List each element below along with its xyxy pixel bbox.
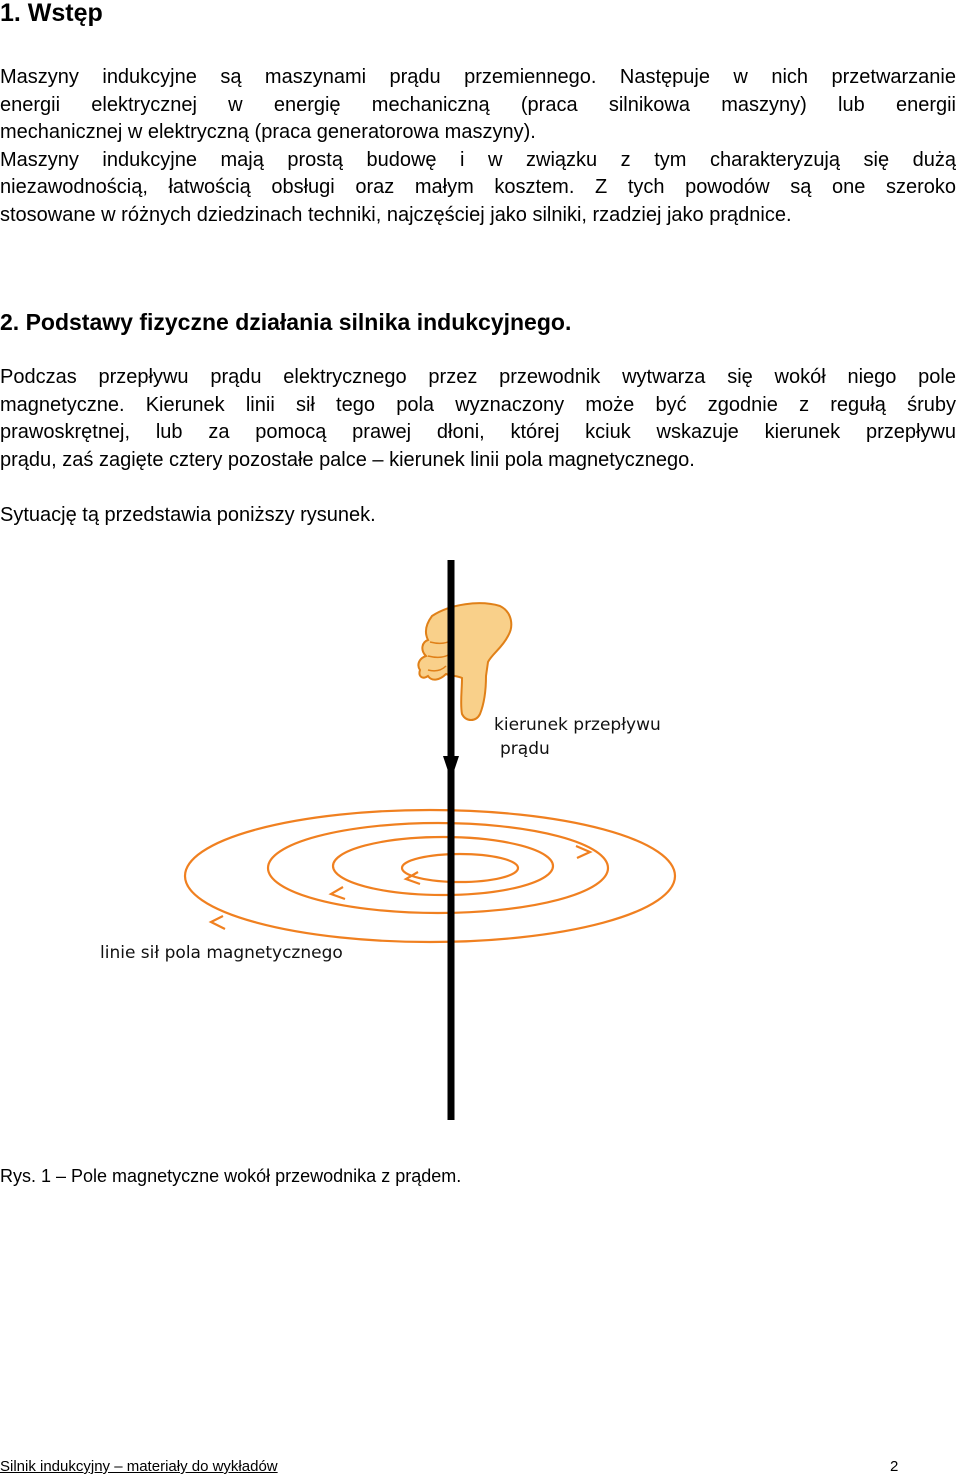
page-number: 2 [890,1458,899,1474]
current-direction-label: kierunek przepływu [494,715,661,735]
text-line: Sytuację tą przedstawia poniższy rysunek. [0,504,376,526]
field-line-inner [333,837,553,895]
footer-title: Silnik indukcyjny – materiały do wykładów [0,1458,278,1474]
text-line: prawoskrętnej, lub za pomocą prawej dłoni, której kciuk wskazuje kierunek przepływu [0,421,956,443]
section-2-heading: 2. Podstawy fizyczne działania silnika indukcyjnego. [0,309,572,335]
text-line: Maszyny indukcyjne są maszynami prądu przemiennego. Następuje w nich przetwarzanie [0,66,956,88]
page-footer [0,1458,900,1474]
arrowhead-icon [331,887,345,899]
text-line: energii elektrycznej w energię mechaniczną (praca silnikowa maszyny) lub energii [0,93,956,116]
field-line-core [402,854,518,882]
field-lines-label: linie sił pola magnetycznego [100,943,343,963]
field-arrowheads [211,846,590,929]
field-line-outer [185,810,675,942]
arrowhead-icon [211,916,225,929]
right-hand-icon [418,603,511,720]
text-line: Podczas przepływu prądu elektrycznego przez przewodnik wytwarza się wokół niego pole [0,366,956,388]
magnetic-field-figure [0,540,960,1140]
section-1-heading: 1. Wstęp [0,0,103,27]
text-line: magnetyczne. Kierunek linii sił tego pola wyznaczony może być zgodnie z regułą śruby [0,393,956,416]
text-line: prądu, zaś zagięte cztery pozostałe palce – kierunek linii pola magnetycznego. [0,448,695,471]
current-direction-label-2: prądu [500,739,550,759]
field-lines [185,810,675,942]
intro-paragraph [0,64,956,229]
text-line: niezawodnością, łatwością obsługi oraz małym kosztem. Z tych powodów są one szeroko [0,176,956,198]
current-arrow-icon [443,756,459,780]
figure-intro-paragraph [0,502,956,530]
text-line: Maszyny indukcyjne mają prostą budowę i w związku z tym charakteryzują się dużą [0,148,956,171]
physics-paragraph [0,364,956,474]
figure-caption: Rys. 1 – Pole magnetyczne wokół przewodnika z prądem. [0,1166,462,1186]
text-line: stosowane w różnych dziedzinach techniki, najczęściej jako silniki, rzadziej jako prądnice. [0,203,792,226]
text-line: mechanicznej w elektryczną (praca generatorowa maszyny). [0,121,536,143]
